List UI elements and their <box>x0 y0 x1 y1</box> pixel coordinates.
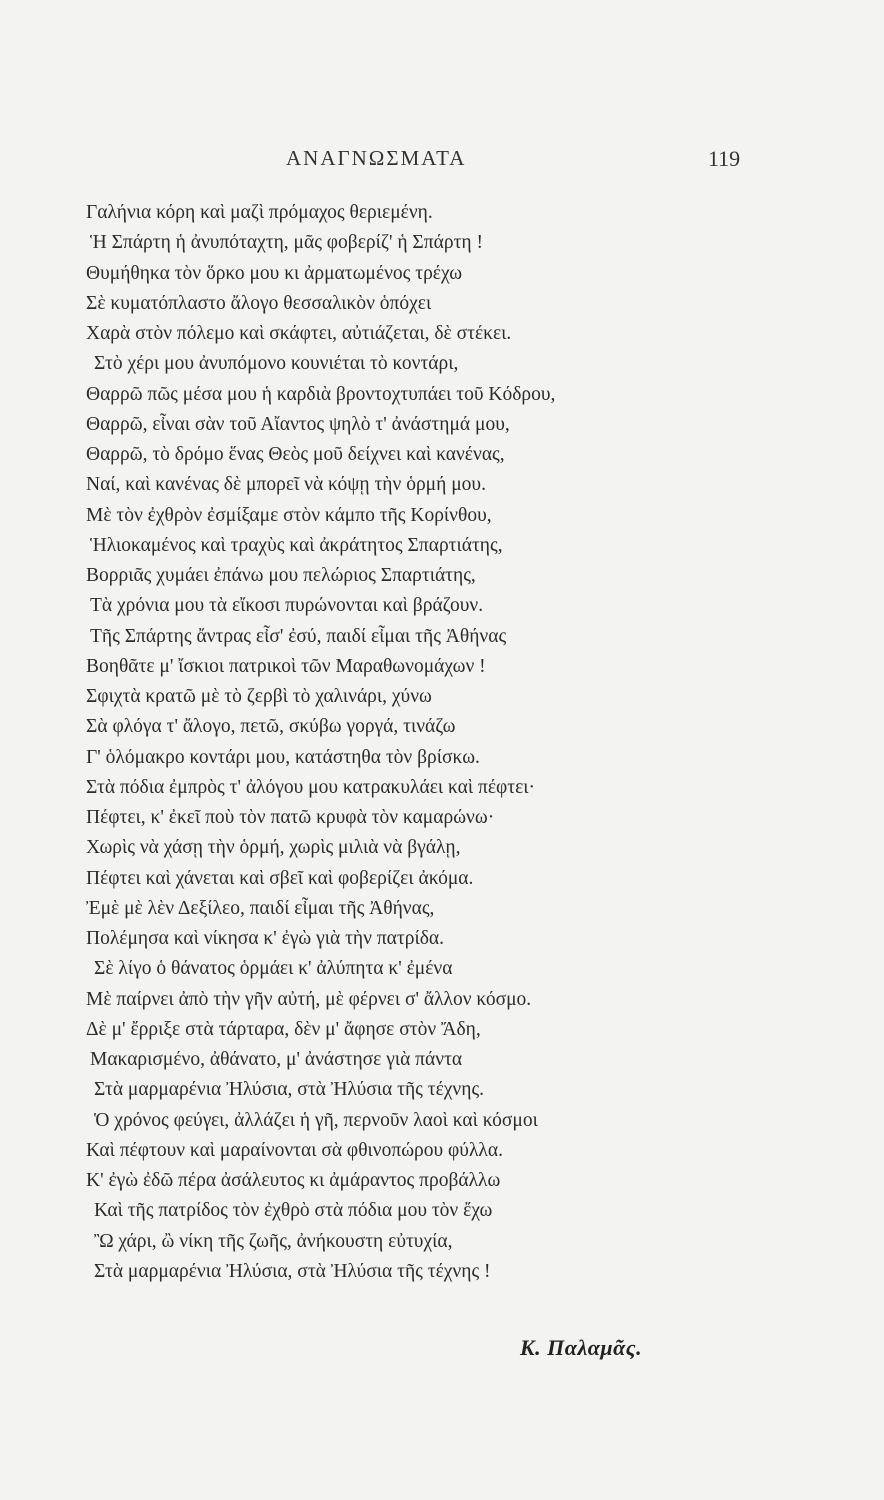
author-signature: Κ. Παλαμᾶς. <box>520 1335 643 1360</box>
poem-line: Πέφτει καὶ χάνεται καὶ σβεῖ καὶ φοβερίζει ἀκόμα. <box>86 867 474 889</box>
poem-line: Τὰ χρόνια μου τὰ εἴκοσι πυρώνονται καὶ βράζουν. <box>90 595 484 617</box>
poem-line: Χαρὰ στὸν πόλεμο καὶ σκάφτει, αὐτιάζεται, δὲ στέκει. <box>86 323 512 344</box>
poem-line: Σὲ κυματόπλαστο ἄλογο θεσσαλικὸν ὁπόχει <box>86 292 432 314</box>
poem-line: Ἡλιοκαμένος καὶ τραχὺς καὶ ἀκράτητος Σπαρτιάτης, <box>90 534 503 556</box>
poem-line: Ἡ Σπάρτη ἡ ἀνυπόταχτη, μᾶς φοβερίζ' ἡ Σπάρτη ! <box>90 232 483 254</box>
poem-line: Στὰ πόδια ἐμπρὸς τ' ἀλόγου μου κατρακυλάει καὶ πέφτει· <box>86 776 536 798</box>
poem-line: Στὸ χέρι μου ἀνυπόμονο κουνιέται τὸ κοντάρι, <box>94 353 459 375</box>
running-head <box>0 146 884 176</box>
poem-line: Χωρὶς νὰ χάσῃ τὴν ὁρμή, χωρὶς μιλιὰ νὰ βγάλῃ, <box>86 837 461 859</box>
poem-line: Μὲ παίρνει ἀπὸ τὴν γῆν αὐτή, μὲ φέρνει σ' ἄλλον κόσμο. <box>86 988 532 1010</box>
poem-line: Δὲ μ' ἔρριξε στὰ τάρταρα, δὲν μ' ἄφησε στὸν Ἄδη, <box>86 1018 481 1040</box>
running-title: ΑΝΑΓΝΩΣΜΑΤΑ <box>286 146 467 170</box>
poem-line: Γαλήνια κόρη καὶ μαζὶ πρόμαχος θεριεμένη. <box>86 202 433 223</box>
poem-line: Μακαρισμένο, ἀθάνατο, μ' ἀνάστησε γιὰ πάντα <box>90 1049 463 1070</box>
poem-line: Θαρρῶ, τὸ δρόμο ἕνας Θεὸς μοῦ δείχνει καὶ κανένας, <box>86 444 505 465</box>
poem-line: Ναί, καὶ κανένας δὲ μπορεῖ νὰ κόψῃ τὴν ὁρμή μου. <box>86 474 486 496</box>
poem-line: Τῆς Σπάρτης ἄντρας εἶσ' ἐσύ, παιδί εἶμαι τῆς Ἀθήνας <box>90 625 507 647</box>
poem-line: Θαρρῶ, εἶναι σὰν τοῦ Αἴαντος ψηλὸ τ' ἀνάστημά μου, <box>86 413 510 435</box>
poem-line: Κ' ἐγὼ ἐδῶ πέρα ἀσάλευτος κι ἀμάραντος προβάλλω <box>86 1170 501 1191</box>
poem-line: Ὢ χάρι, ὢ νίκη τῆς ζωῆς, ἀνήκουστη εὐτυχία, <box>94 1230 453 1252</box>
poem-line: Σὲ λίγο ὁ θάνατος ὁρμάει κ' ἀλύπητα κ' ἐμένα <box>94 958 453 980</box>
page-number: 119 <box>708 146 741 171</box>
poem-line: Θαρρῶ πῶς μέσα μου ἡ καρδιὰ βροντοχτυπάει τοῦ Κόδρου, <box>86 383 556 405</box>
poem-line: Σὰ φλόγα τ' ἄλογο, πετῶ, σκύβω γοργά, τινάζω <box>86 716 456 738</box>
poem-line: Ἐμὲ μὲ λὲν Δεξίλεο, παιδί εἶμαι τῆς Ἀθήνας, <box>86 897 435 919</box>
poem-line: Ὁ χρόνος φεύγει, ἀλλάζει ἡ γῆ, περνοῦν λαοὶ καὶ κόσμοι <box>94 1109 538 1131</box>
poem-line: Στὰ μαρμαρένια Ἠλύσια, στὰ Ἠλύσια τῆς τέχνης. <box>94 1079 485 1101</box>
poem-line: Πολέμησα καὶ νίκησα κ' ἐγὼ γιὰ τὴν πατρίδα. <box>86 928 444 949</box>
poem-line: Πέφτει, κ' ἐκεῖ ποὺ τὸν πατῶ κρυφὰ τὸν καμαρώνω· <box>86 807 495 828</box>
poem-line: Σφιχτὰ κρατῶ μὲ τὸ ζερβὶ τὸ χαλινάρι, χύνω <box>86 686 432 707</box>
poem-line: Βοηθᾶτε μ' ἴσκιοι πατρικοὶ τῶν Μαραθωνομάχων ! <box>86 655 486 677</box>
poem-line: Καὶ πέφτουν καὶ μαραίνονται σὰ φθινοπώρου φύλλα. <box>86 1139 503 1161</box>
poem-line: Γ' ὁλόμακρο κοντάρι μου, κατάστηθα τὸν βρίσκω. <box>86 746 480 768</box>
poem-line: Στὰ μαρμαρένια Ἠλύσια, στὰ Ἠλύσια τῆς τέχνης ! <box>94 1260 491 1282</box>
poem-line: Καὶ τῆς πατρίδος τὸν ἐχθρὸ στὰ πόδια μου τὸν ἔχω <box>94 1200 493 1222</box>
poem-line: Θυμήθηκα τὸν ὅρκο μου κι ἀρματωμένος τρέχω <box>86 262 463 284</box>
poem-line: Μὲ τὸν ἐχθρὸν ἐσμίξαμε στὸν κάμπο τῆς Κορίνθου, <box>86 504 492 526</box>
poem-line: Βορριᾶς χυμάει ἐπάνω μου πελώριος Σπαρτιάτης, <box>86 565 476 586</box>
poem-text <box>86 198 786 1287</box>
